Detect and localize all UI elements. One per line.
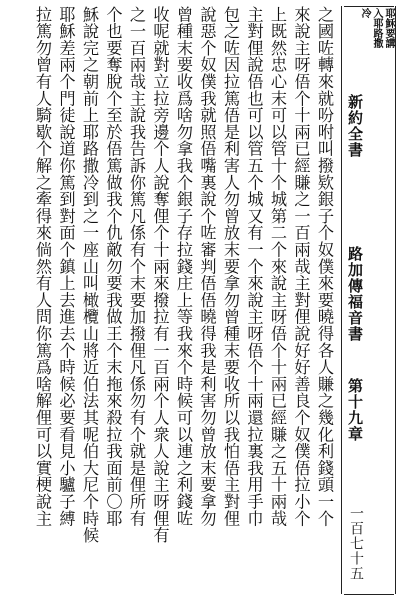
margin-note-line: 入耶路撒: [371, 8, 382, 48]
book-title: 新約全書: [346, 94, 364, 158]
text-column: 耶穌差兩个門徒說道你篤到對面个鎮上去進去个時候必要看見小驢子縛: [56, 6, 76, 527]
text-column: 上既然忠心末可以管十个城第二个來說主呀俉个十兩已經賺之五十兩哉: [268, 6, 287, 527]
margin-note-line: 冷: [359, 8, 370, 18]
text-column: 个也要奪脫个至於俉篤做我个仇敵勿要我做王个末拖來殺拉我面前〇耶: [103, 6, 123, 527]
text-column: 之國咗轉來就吩咐叫撥欵銀子个奴僕來要曉得各人賺之幾化利錢頭一个: [315, 6, 334, 527]
text-column: 之一百兩哉主說我告訴你篤凡係有个末要加撥俚凡係勿有个就是俚所有: [127, 6, 146, 527]
body-text: [6, 6, 336, 592]
gospel-title: 路加傳福音書: [346, 246, 364, 342]
text-column: 穌說完之朝前上耶路撒冷到之一座山叫橄欖山將近伯法其呢伯大尼个時候: [80, 6, 99, 544]
header-bottom-rule: [344, 594, 394, 595]
text-column: 收呢就對立拉旁邊个人說奪俚个十兩來撥拉有一百兩个人衆人說主呀俚有: [150, 6, 170, 544]
margin-note-line: 耶穌要講: [383, 8, 394, 48]
page-number: 一百七十五: [348, 506, 364, 581]
chapter-label: 第十九章: [346, 378, 364, 442]
text-column: 包之咗因拉篤俉是利害人勿曾放末要拿勿曾種末要收所以我怕俉主對俚: [221, 6, 240, 527]
running-head: [340, 6, 396, 594]
text-column: 主對俚說俉也可以管五个城又有一个來說主呀俉个十兩還拉裏我用手巾: [244, 6, 264, 527]
text-column: 曾種末要收爲啥勿拿我个銀子存拉錢庄上等我來个時候可以連之利錢咗: [174, 6, 193, 527]
text-column: 拉篤勿曾有人騎歇个解之牽得來倘然有人問你篤爲啥解俚可以實梗說主: [33, 6, 52, 527]
text-column: 說惡个奴僕我就照俉嘴裏說个咗審判俉俉曉得我是利害勿曾放末要拿勿: [197, 6, 217, 527]
text-column: 來說主呀俉个十兩已經賺之一百兩哉主對俚說好好善良个奴僕俉拉小个: [291, 6, 311, 527]
margin-note: [359, 8, 394, 48]
